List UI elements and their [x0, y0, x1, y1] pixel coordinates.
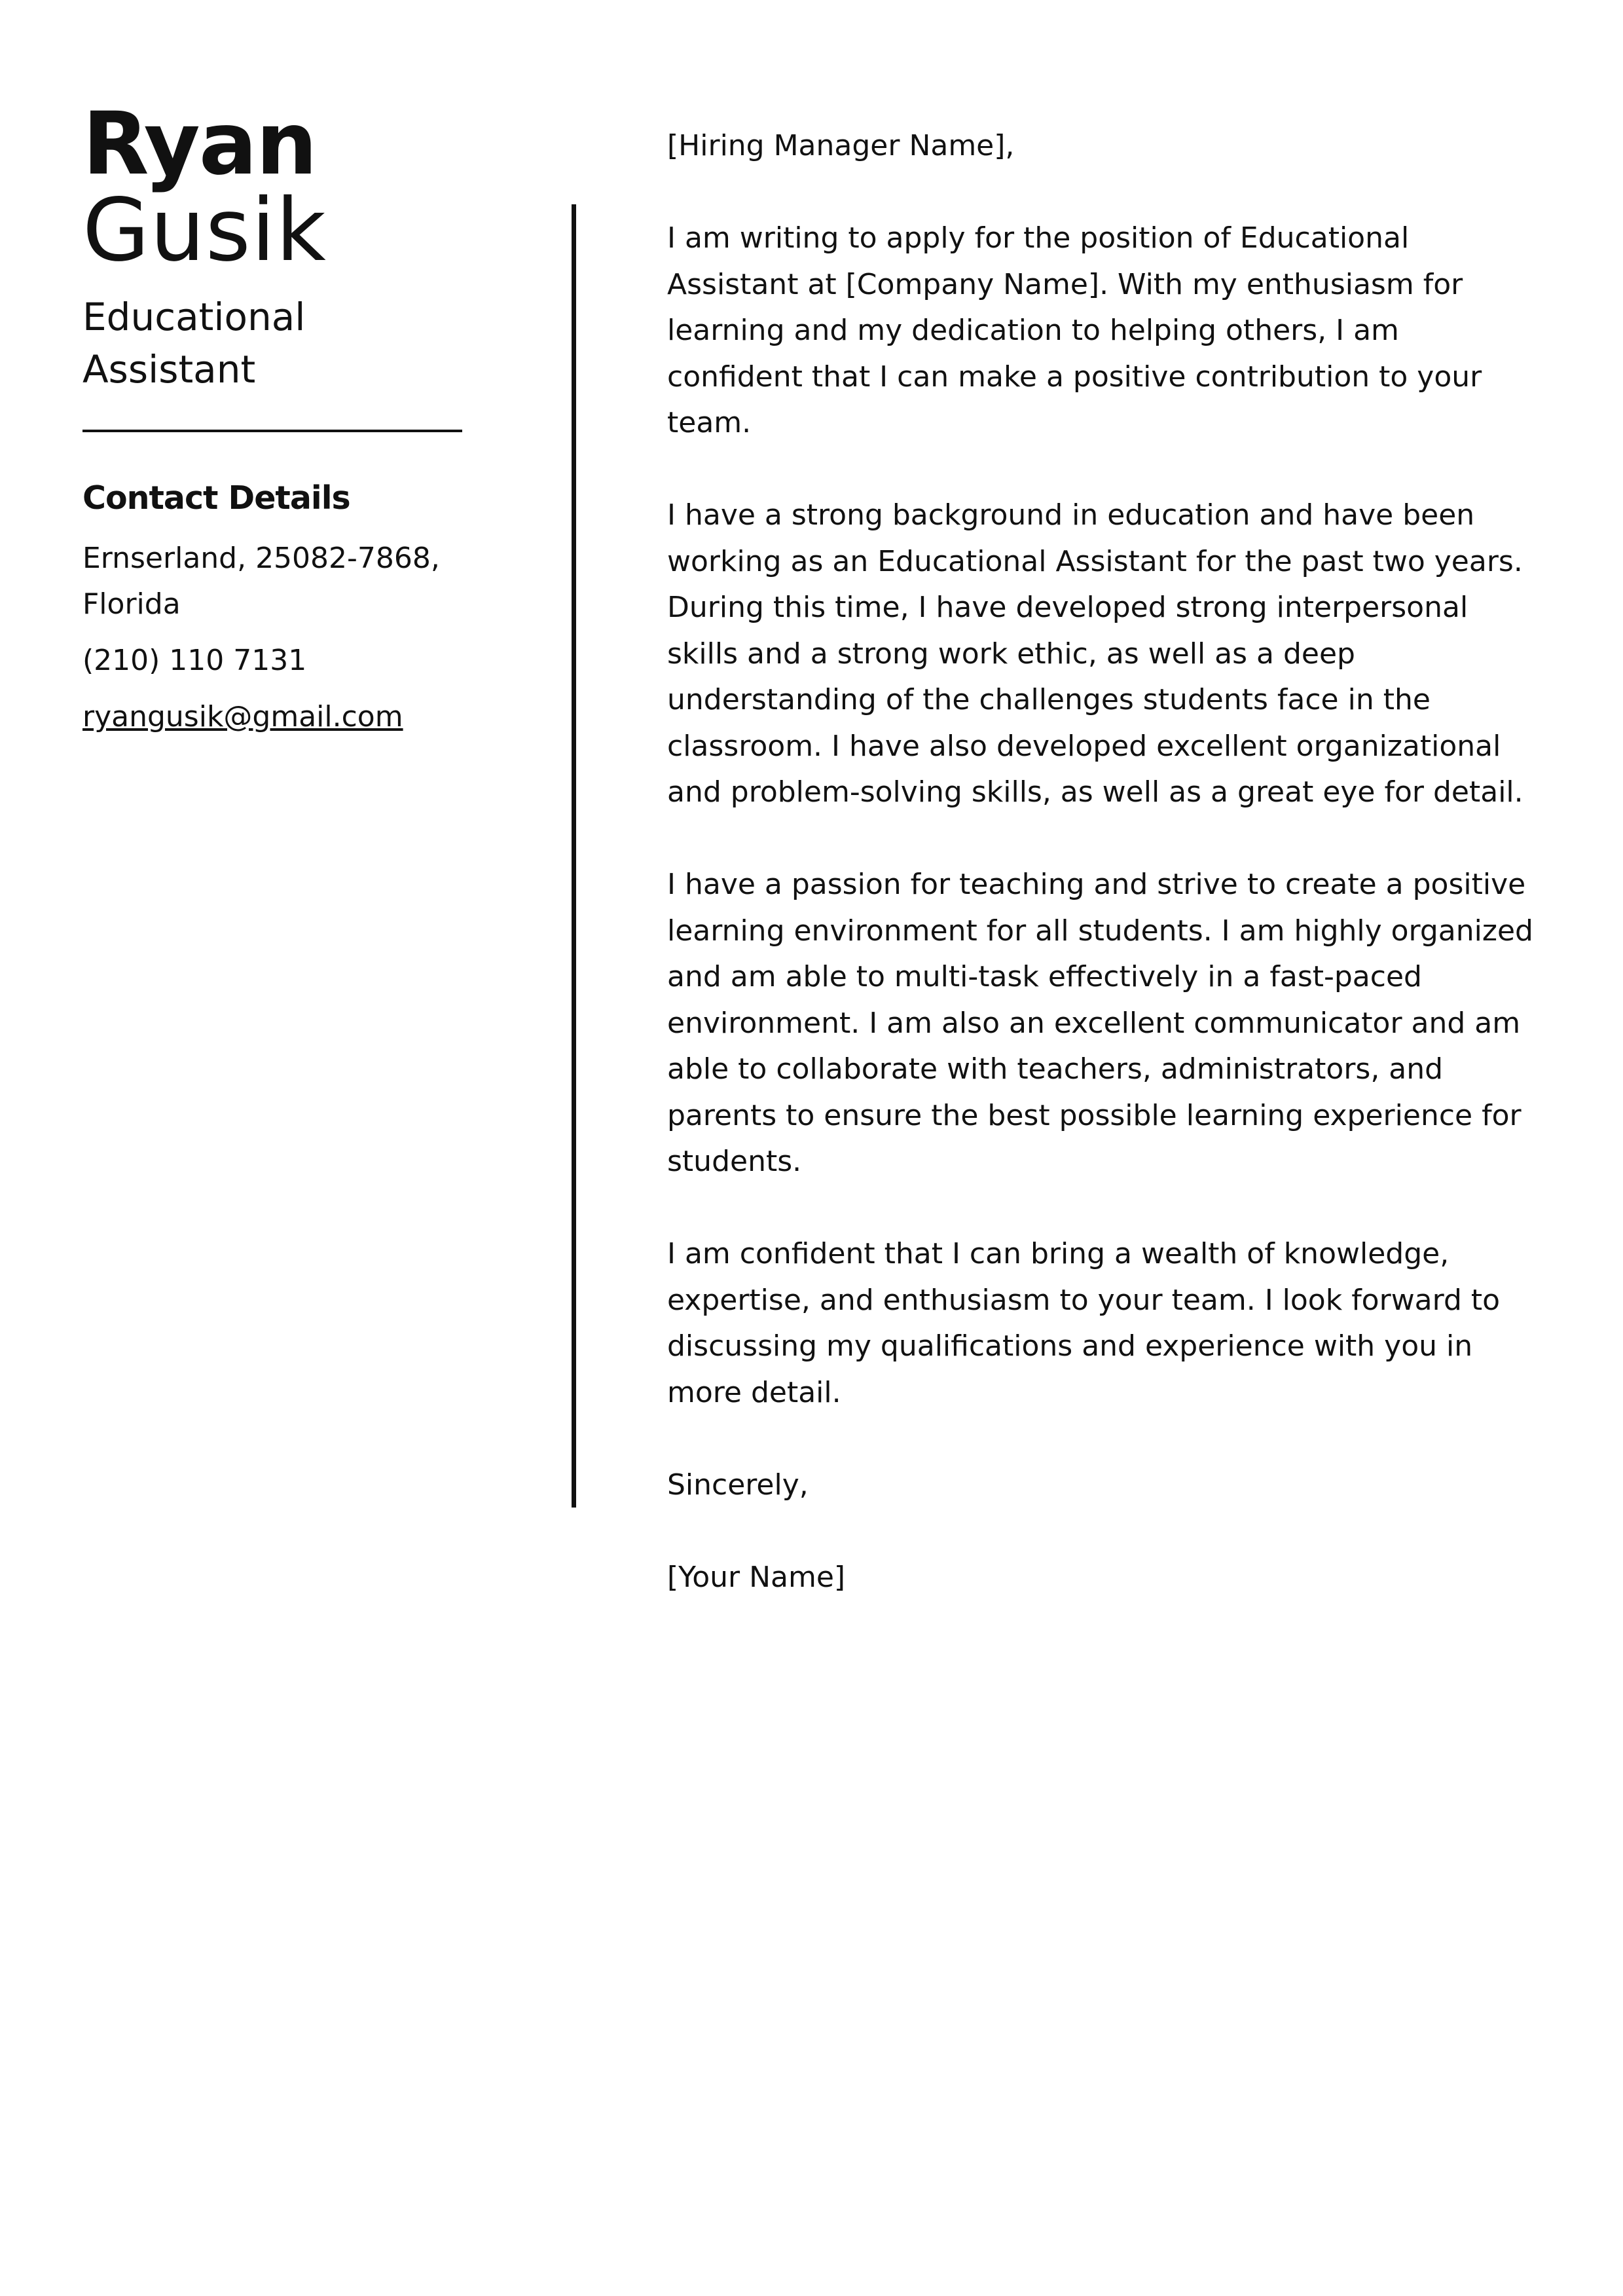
contact-heading: Contact Details	[82, 479, 350, 517]
letter-paragraph: I am confident that I can bring a wealth of knowledge, expertise, and enthusiasm to your team. I look forward to discussing my qualifications and experience with you in more detail.	[667, 1237, 1501, 1409]
contact-email-link[interactable]: ryangusik@gmail.com	[82, 700, 403, 733]
signature: [Your Name]	[667, 1560, 846, 1594]
sidebar	[82, 94, 488, 740]
column-divider	[572, 204, 576, 1508]
contact-address: Ernserland, 25082-7868, Florida	[82, 542, 440, 621]
salutation: [Hiring Manager Name],	[667, 129, 1015, 162]
job-title: Educational Assistant	[82, 295, 306, 392]
letter-body	[667, 123, 1538, 1647]
last-name: Gusik	[82, 180, 327, 281]
contact-phone: (210) 110 7131	[82, 644, 307, 677]
first-name: Ryan	[82, 94, 316, 194]
applicant-name	[82, 94, 488, 281]
header-divider	[82, 430, 462, 432]
letter-paragraph: I am writing to apply for the position of Educational Assistant at [Company Name]. With my enthusiasm for learning and my dedication to helping others, I am confident that I can make a positive contribution to your team.	[667, 221, 1482, 439]
closing: Sincerely,	[667, 1468, 809, 1502]
letter-paragraph: I have a strong background in education and have been working as an Educational Assistant for the past two years. During this time, I have developed strong interpersonal skills and a strong work ethic, as well as a deep understanding of the challenges students face in the classroom. I have also developed excellent organizational and problem-solving skills, as well as a great eye for detail.	[667, 498, 1523, 809]
letter-paragraph: I have a passion for teaching and strive to create a positive learning environment for all students. I am highly organized and am able to multi-task effectively in a fast-paced environment. I am also an excellent communicator and am able to collaborate with teachers, administrators, and parents to ensure the best possible learning experience for students.	[667, 868, 1533, 1178]
